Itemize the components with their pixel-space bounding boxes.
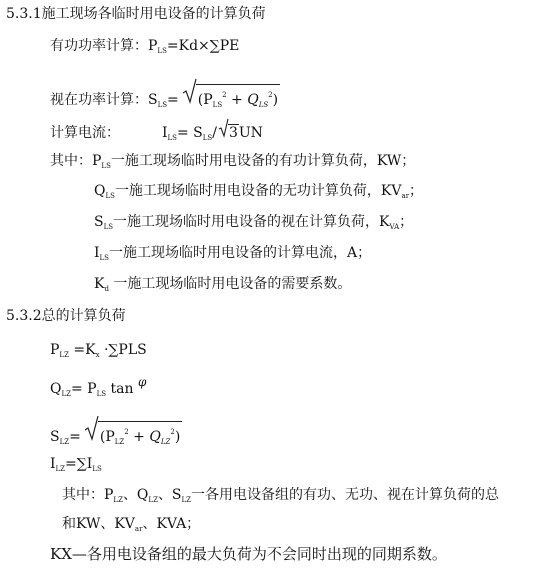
formula-plz: $P_{LZ} =K_x \cdot\sum PLS$ (50, 342, 147, 359)
formula-apparent-power: 视在功率计算：$S_{LS}=$ $(P_{LS}^2 + Q_{LS}^2)$ (50, 84, 280, 113)
where-line-totals: 其中：$P_{LZ}$、$Q_{LZ}$、$S_{LZ}$一各用电设备组的有功、无功、视在计算负荷的总 (62, 487, 500, 504)
section-number: 5.3.2 (6, 308, 42, 324)
section-title: 总的计算负荷 (41, 308, 126, 324)
where-line-sls: $S_{LS}$一施工现场临时用电设备的视在计算负荷，$K_{VA}$； (94, 214, 414, 231)
where-line-ils: $I_{LS}$一施工现场临时用电设备的计算电流，A； (94, 245, 372, 262)
formula-current: 计算电流： $I_{LS}= S_{LS}/$ 3UN (50, 124, 263, 146)
formula-ilz: $I_{LZ}=\sum I_{LS}$ (50, 456, 102, 473)
section-heading-5-3-2 (6, 308, 126, 324)
where-line-units: 和KW、$KV_{ar}$、KVA； (62, 516, 201, 533)
kx-note: KX—各用电设备组的最大负荷为不会同时出现的同期系数。 (50, 545, 447, 563)
sqrt-expression: $(P_{LZ}^2 + Q_{LZ}^2)$ (84, 421, 182, 450)
formula-active-power: 有功功率计算：$P_{LS}=Kd\times\sum PE$ (50, 38, 240, 55)
where-line-kd: $K_d$ 一施工现场临时用电设备的需要系数。 (94, 276, 352, 293)
where-line-qls: $Q_{LS}$一施工现场临时用电设备的无功计算负荷，$KV_{ar}$； (94, 183, 424, 200)
where-line-pls: 其中：$P_{LS}$一施工现场临时用电设备的有功计算负荷，KW； (50, 153, 416, 170)
section-heading-5-3-1 (6, 6, 266, 22)
sqrt-three: 3 (218, 124, 239, 141)
section-title: 施工现场各临时用电设备的计算负荷 (41, 6, 266, 22)
formula-slz: $S_{LZ}=$ $(P_{LZ}^2 + Q_{LZ}^2)$ (50, 421, 182, 450)
section-number: 5.3.1 (6, 6, 42, 22)
sqrt-expression: $(P_{LS}^2 + Q_{LS}^2)$ (182, 84, 280, 113)
formula-qlz: $Q_{LZ}= P_{LS}$ tan φ (50, 375, 147, 398)
